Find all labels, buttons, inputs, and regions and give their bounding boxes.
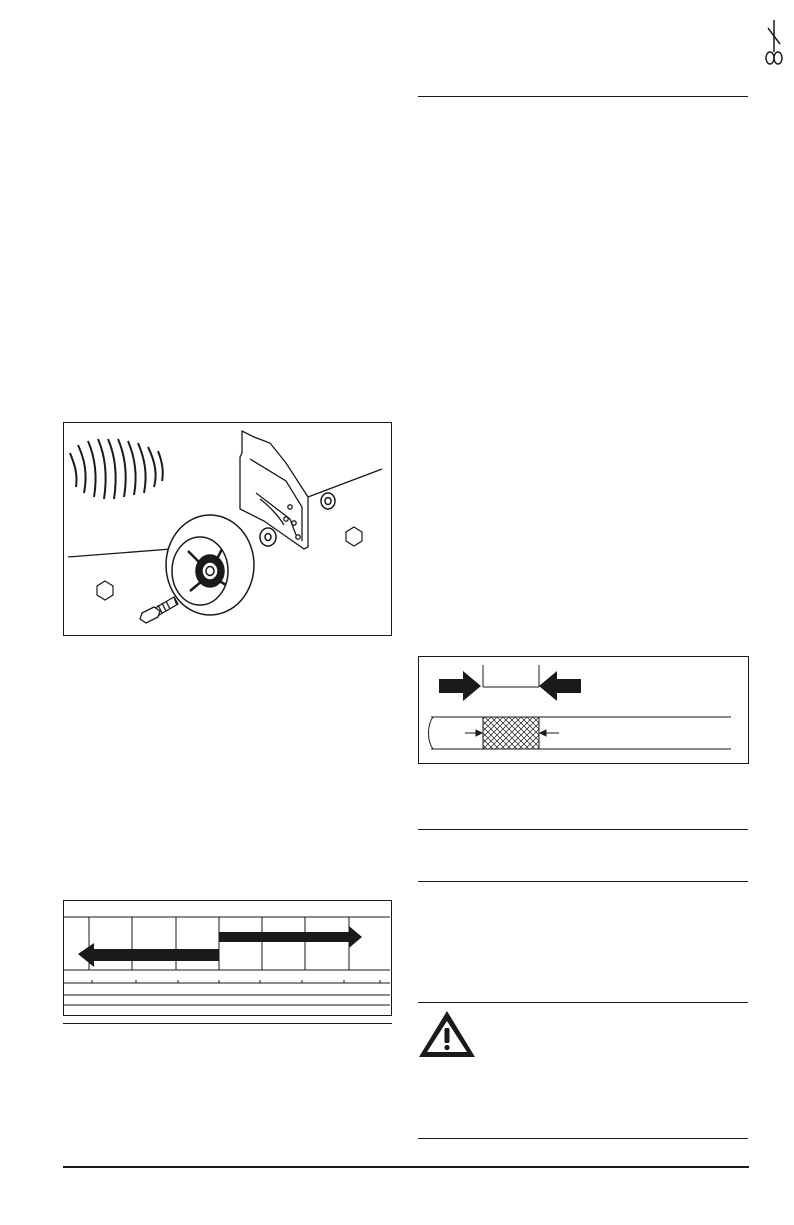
gauge-wheel-icon — [166, 515, 254, 615]
hex-marker-icon — [97, 581, 113, 600]
washer-icon — [260, 528, 276, 546]
belt-measure-figure — [418, 656, 749, 764]
wheel-assembly-figure — [63, 422, 392, 636]
mower-deck-vents-icon — [70, 439, 163, 499]
section-divider — [418, 881, 748, 882]
warning-top-rule — [418, 1002, 748, 1003]
arrow-right-icon — [439, 671, 481, 701]
hex-bolt-icon — [140, 597, 178, 623]
arrow-right-icon — [219, 926, 362, 948]
scissors-icon — [764, 18, 784, 66]
arrow-left-icon — [539, 671, 581, 701]
section-divider — [418, 829, 748, 830]
chart-bottom-rule — [63, 1023, 392, 1024]
section-divider-top — [418, 96, 748, 97]
hex-marker-icon — [346, 527, 362, 546]
warning-bottom-rule — [418, 1138, 748, 1139]
height-chart-figure — [63, 900, 392, 1016]
crosshatch-zone-icon — [483, 717, 539, 749]
warning-triangle-icon — [416, 1008, 478, 1060]
footer-rule — [63, 1166, 749, 1168]
arrow-left-icon — [78, 943, 219, 967]
nut-icon — [321, 493, 335, 509]
